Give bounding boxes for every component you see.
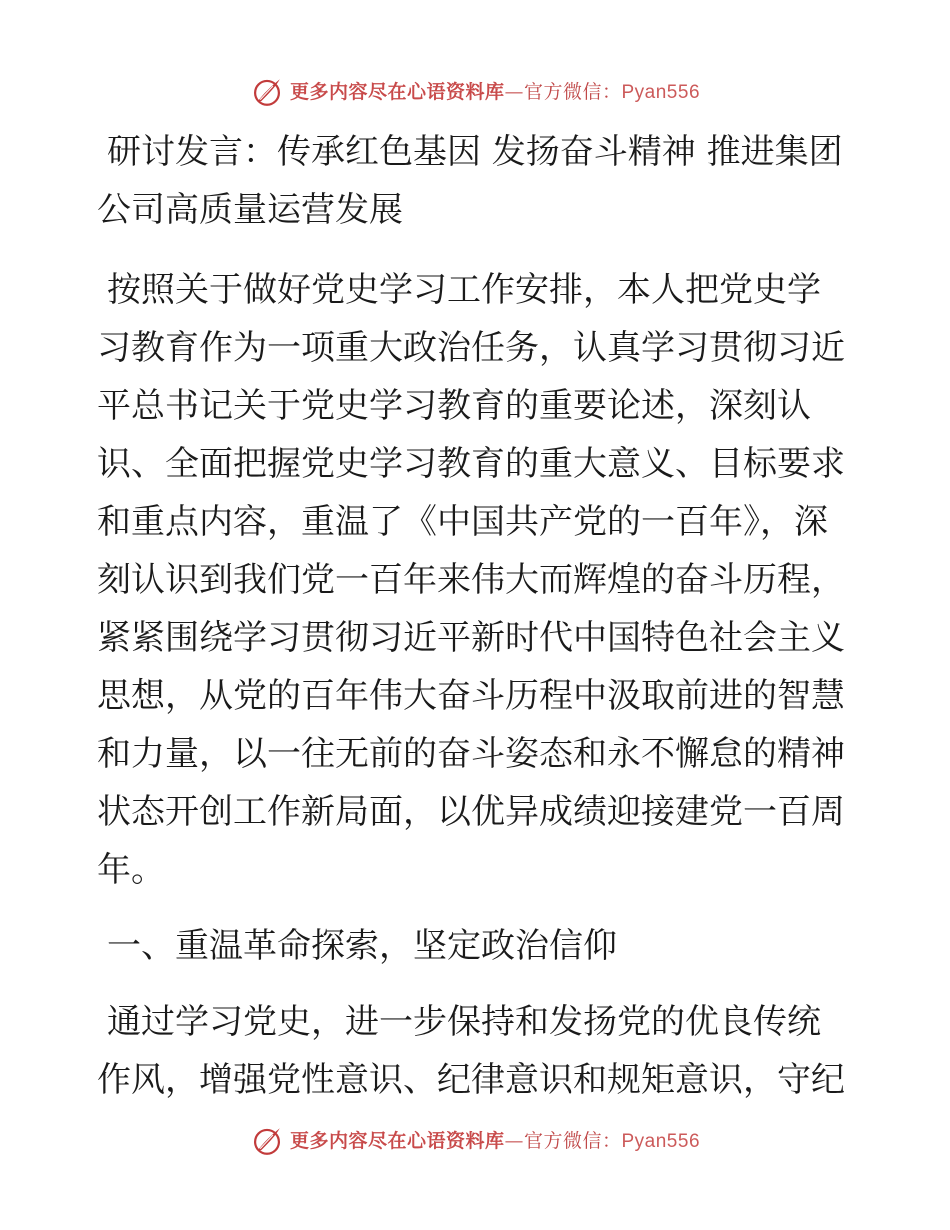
quill-logo-icon: [250, 75, 284, 109]
watermark-wechat-label: 官方微信：: [523, 1129, 622, 1152]
watermark-brand: 更多内容尽在心语资料库: [289, 80, 505, 103]
watermark-brand: 更多内容尽在心语资料库: [289, 1129, 505, 1152]
intro-paragraph: 按照关于做好党史学习工作安排，本人把党史学习教育作为一项重大政治任务，认真学习贯彻习近平总书记关于党史学习教育的重要论述，深刻认识、全面把握党史学习教育的重大意义、目标要求和重点内容，重温了《中国共产党的一百年》，深刻认识到我们党一百年来伟大而辉煌的奋斗历程，紧紧围绕学习贯彻习近平新时代中国特色社会主义思想，从党的百年伟大奋斗历程中汲取前进的智慧和力量，以一往无前的奋斗姿态和永不懈怠的精神状态开创工作新局面，以优异成绩迎接建党一百周年。: [97, 270, 845, 890]
section-heading: 一、重温革命探索，坚定政治信仰: [107, 926, 617, 966]
footer-watermark: [0, 1121, 950, 1161]
watermark-wechat-id: Pyan556: [621, 1130, 701, 1152]
header-watermark: [0, 72, 950, 112]
quill-logo-icon: [250, 1124, 284, 1158]
watermark-separator: —: [504, 1129, 524, 1152]
document-body: [97, 123, 853, 1109]
watermark-wechat-id: Pyan556: [621, 81, 701, 103]
section-paragraph: 通过学习党史，进一步保持和发扬党的优良传统作风，增强党性意识、纪律意识和规矩意识，守纪: [97, 1002, 845, 1100]
watermark-wechat-label: 官方微信：: [523, 80, 622, 103]
watermark-separator: —: [504, 80, 524, 103]
document-title: 研讨发言：传承红色基因 发扬奋斗精神 推进集团公司高质量运营发展: [97, 132, 843, 230]
